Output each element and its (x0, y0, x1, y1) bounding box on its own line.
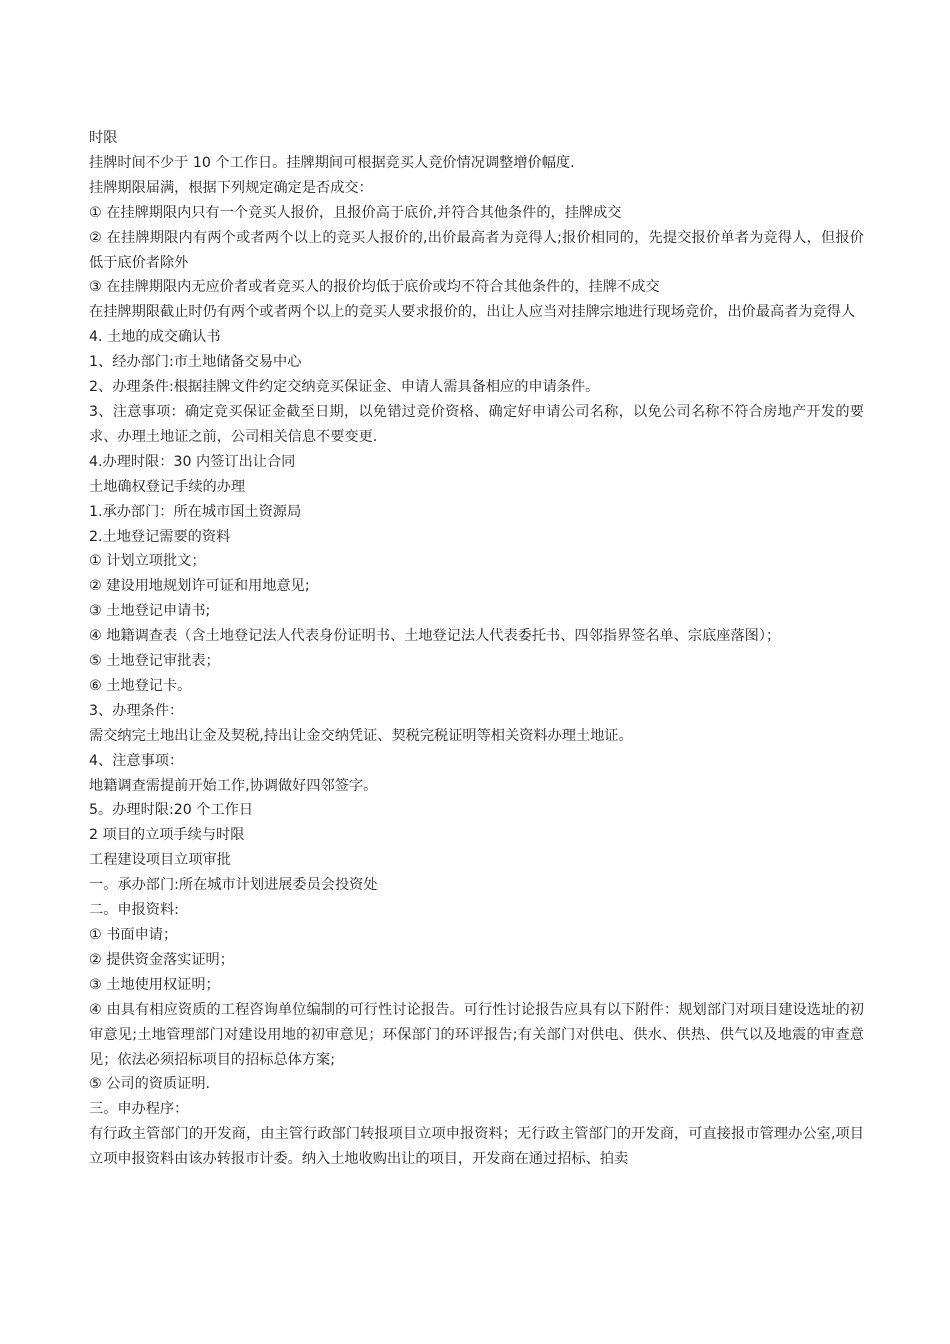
text-line: 4、注意事项： (89, 752, 184, 769)
text-line: ① 在挂牌期限内只有一个竞买人报价，且报价高于底价,并符合其他条件的，挂牌成交 (89, 204, 622, 221)
list-item: ③ 土地登记申请书; (89, 603, 211, 620)
text-line: 时限 (89, 130, 118, 146)
text-line: 挂牌时间不少于 10 个工作日。挂牌期间可根据竞买人竞价情况调整增价幅度. (89, 154, 575, 171)
section-heading: 工程建设项目立项审批 (89, 852, 231, 869)
list-item: ⑤ 土地登记审批表； (89, 653, 220, 670)
list-item: ⑤ 公司的资质证明. (89, 1076, 211, 1093)
list-item: ② 提供资金落实证明； (89, 951, 234, 968)
text-line: 地籍调查需提前开始工作,协调做好四邻签字。 (89, 777, 378, 794)
section-heading: 土地确权登记手续的办理 (89, 478, 246, 495)
list-item: ⑥ 土地登记卡。 (89, 677, 192, 694)
section-heading: 2 项目的立项手续与时限 (89, 827, 245, 844)
section-heading: 4. 土地的成交确认书 (89, 329, 221, 346)
document-body (89, 126, 864, 1172)
text-line: ③ 在挂牌期限内无应价者或者竞买人的报价均低于底价或均不符合其他条件的，挂牌不成交 (89, 279, 660, 296)
list-item: ② 建设用地规划许可证和用地意见; (89, 578, 310, 595)
text-line: 3、办理条件： (89, 702, 184, 719)
text-line: 4.办理时限：30 内签订出让合同 (89, 453, 296, 470)
paragraph: ② 在挂牌期限内有两个或者两个以上的竞买人报价的,出价最高者为竞得人;报价相同的，先提交报价单者为竞得人，但报价低于底价者除外 (89, 229, 864, 271)
paragraph: 3、注意事项：确定竞买保证金截至日期，以免错过竞价资格、确定好申请公司名称，以免公司名称不符合房地产开发的要求、办理土地证之前，公司相关信息不要变更. (89, 403, 864, 445)
paragraph: 在挂牌期限截止时仍有两个或者两个以上的竞买人要求报价的，出让人应当对挂牌宗地进行现场竞价，出价最高者为竞得人 (89, 304, 856, 321)
text-line: 2.土地登记需要的资料 (89, 528, 231, 545)
list-item: ③ 土地使用权证明； (89, 976, 220, 993)
text-line: 1、经办部门:市土地储备交易中心 (89, 354, 302, 371)
text-line: 5。办理时限:20 个工作日 (89, 802, 254, 819)
text-line: 三。申办程序： (89, 1101, 189, 1118)
paragraph: 有行政主管部门的开发商，由主管行政部门转报项目立项申报资料；无行政主管部门的开发商，可直接报市管理办公室,项目立项申报资料由该办转报市计委。纳入土地收购出让的项目，开发商在通过招标、拍卖 (89, 1126, 864, 1168)
list-item: ④ 由具有相应资质的工程咨询单位编制的可行性讨论报告。可行性讨论报告应具有以下附件：规划部门对项目建设选址的初审意见;土地管理部门对建设用地的初审意见；环保部门的环评报告;有关部门对供电、供水、供热、供气以及地震的审查意见；依法必须招标项目的招标总体方案; (89, 1001, 864, 1068)
text-line: 挂牌期限届满，根据下列规定确定是否成交： (89, 179, 373, 196)
text-line: 2、办理条件:根据挂牌文件约定交纳竞买保证金、申请人需具备相应的申请条件。 (89, 379, 600, 396)
text-line: 1.承办部门：所在城市国土资源局 (89, 503, 302, 520)
text-line: 一。承办部门:所在城市计划进展委员会投资处 (89, 877, 378, 894)
list-item: ① 书面申请； (89, 927, 178, 943)
list-item: ④ 地籍调查表（含土地登记法人代表身份证明书、土地登记法人代表委托书、四邻指界签名单、宗底座落图）； (89, 628, 781, 645)
text-line: 二。申报资料: (89, 902, 179, 919)
list-item: ① 计划立项批文； (89, 553, 206, 570)
text-line: 需交纳完土地出让金及契税,持出让金交纳凭证、契税完税证明等相关资料办理土地证。 (89, 727, 633, 744)
